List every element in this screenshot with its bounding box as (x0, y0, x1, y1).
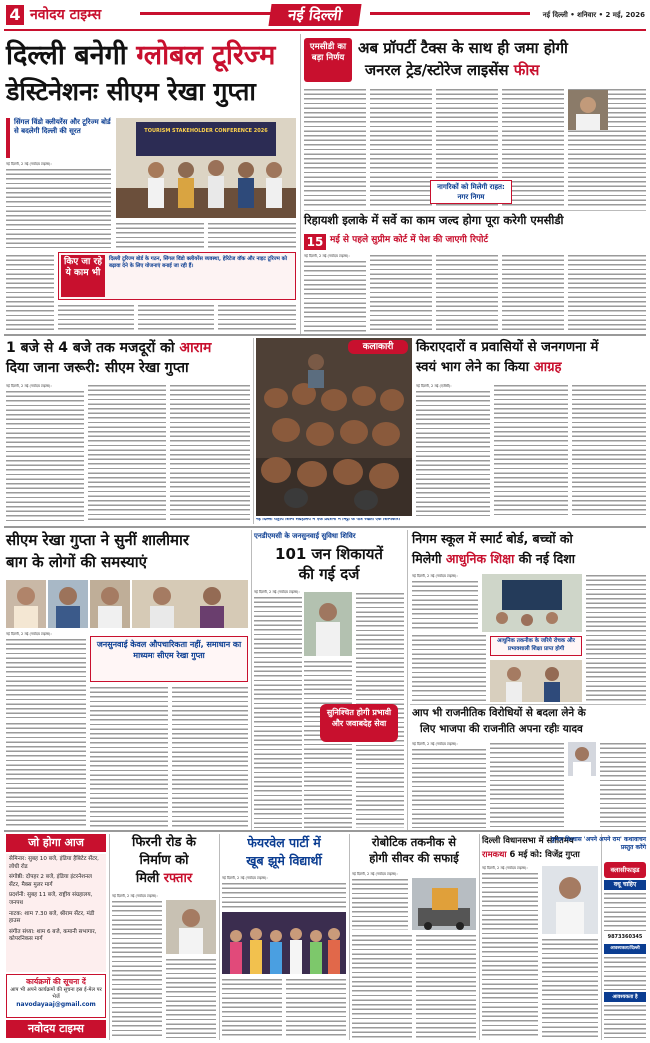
event-item: प्रदर्शनी: सुबह 11 बजे, राष्ट्रीय संग्रहालय, जनपथ (9, 892, 93, 906)
yadav-headline-2: लिए भाजपा की राजनीति अपना रहीः यादव (420, 723, 583, 735)
firni-photo (166, 900, 216, 954)
events-title: जो होगा आज (28, 836, 84, 849)
survey-dateline: नई दिल्ली, 2 मई (नवोदय टाइम्स): (304, 254, 350, 258)
ndmc-headline-1: 101 जन शिकायतें (275, 545, 383, 563)
column-divider-labour (253, 338, 254, 524)
ramkatha-dateline: नई दिल्ली, 2 मई (नवोदय टाइम्स): (482, 866, 528, 870)
side-box (58, 252, 296, 300)
event-item: सेमिनार: सुबह 10 बजे, इंडिया हैबिटेट सेंटर, लोधी रोड (9, 856, 99, 870)
smart-board-photo (482, 574, 582, 632)
smart-plain-b: की नई दिशा (518, 551, 575, 566)
classified-phone[interactable]: 9873360345 (607, 934, 643, 940)
column-divider-firni (219, 834, 220, 1040)
farewell-body-top (222, 882, 346, 908)
event-item: संगोष्ठी: दोपहर 2 बजे, इंडिया इंटरनेशनल सेंटर, मैक्स मुलर मार्ग (9, 874, 92, 888)
property-tax-col1 (304, 88, 366, 206)
smart-board-headline-1: निगम स्कूल में स्मार्ट बोर्ड, बच्चों को (412, 531, 573, 546)
property-tax-headline-1: अब प्रॉपर्टी टैक्स के साथ ही जमा होगी (358, 39, 568, 57)
event-item: नाटक: शाम 7.30 बजे, श्रीराम सेंटर, मंडी हाउस (9, 910, 95, 925)
ramkatha-col1 (482, 872, 538, 1038)
top-story-body-bottom2 (58, 304, 134, 330)
yadav-col3 (600, 742, 646, 828)
headline-highlight: ग्लोबल टूरिज्म (136, 40, 276, 71)
ramkatha-plain: 6 मई को: विजेंद्र गुप्ता (509, 849, 580, 859)
firni-headline-1: फिरनी रोड के (132, 835, 196, 850)
column-divider-events (109, 834, 110, 1040)
firni-highlight: रफ्तार (163, 871, 193, 886)
labour-plain: 1 बजे से 4 बजे तक मजदूरों को (6, 340, 175, 356)
paper-name-logo: नवोदय टाइम्स (30, 7, 102, 23)
smart-board-caption: आधुनिक तकनीक के जरिये रोचक और प्रभावशाली शिक्षा प्राप्त होगी (490, 636, 582, 656)
survey-number-badge: 15 (304, 234, 326, 250)
yadav-headline-1: आप भी राजनीतिक विरोधियों से बदला लेने के (412, 707, 586, 719)
header-rule (140, 12, 280, 15)
survey-col2 (370, 254, 432, 332)
shalimar-quote-box (90, 636, 248, 682)
yadav-photo (568, 742, 596, 776)
tenants-headline-1: किराएदारों व प्रवासियों से जनगणना में (416, 340, 599, 355)
column-divider-farewell (349, 834, 350, 1040)
tenants-plain: स्वयं भाग लेने का किया (416, 360, 529, 375)
property-tax-headline-2 (365, 62, 645, 79)
ndmc-callout: सुनिश्चित होगी प्रभावी और जवाबदेह सेवा (320, 704, 398, 742)
events-header (6, 834, 106, 852)
top-story-body-bottom4 (218, 304, 296, 330)
robotics-dateline: नई दिल्ली, 2 मई (नवोदय टाइम्स): (352, 872, 398, 876)
smart-board-photo-2 (490, 660, 582, 702)
firni-dateline: नई दिल्ली, 2 मई (नवोदय टाइम्स): (112, 894, 158, 898)
smart-col1b (412, 634, 486, 702)
top-story-body (6, 168, 111, 248)
ndmc-dateline: नई दिल्ली, 2 मई (नवोदय टाइम्स): (254, 590, 300, 594)
top-story-body-col3 (208, 222, 296, 250)
farewell-headline-1: फेयरवेल पार्टी में (247, 835, 321, 850)
events-list (6, 854, 106, 972)
ptax-highlight: फीस (513, 61, 540, 79)
robotics-headline-2: होगी सीवर की सफाई (369, 851, 459, 865)
divider-smart-yadav (410, 704, 646, 705)
classifieds-promo: कुमार विश्वास 'अपने अपने राम' कथावाचन प्रस्तुत करेंगे (551, 836, 646, 851)
classified-ad-3 (604, 1004, 646, 1038)
headline-plain: दिल्ली बनेगी (6, 40, 137, 71)
divider-row3 (4, 830, 646, 832)
shalimar-col2 (90, 686, 168, 828)
top-story-body-bottom1 (6, 254, 54, 330)
date-line: नई दिल्ली • शनिवार • 2 मई, 2026 (542, 11, 645, 19)
masthead-divider (4, 29, 646, 31)
smart-col3 (586, 574, 646, 702)
firni-col1 (112, 900, 162, 1038)
smart-plain-a: मिलेगी (412, 551, 442, 566)
smart-highlight: आधुनिक शिक्षा (445, 551, 515, 566)
column-divider-ramkatha (601, 834, 602, 1040)
property-tax-callout: नागरिकों को मिलेगी राहत: नगर निगम (430, 180, 512, 204)
tenants-col3 (572, 384, 646, 516)
firni-plain: मिली (135, 871, 160, 886)
classifieds-sub-3: आवश्यकता है (604, 992, 646, 1002)
ptax-headline-2-plain: जनरल ट्रेड/स्टोरेज लाइसेंस (365, 61, 514, 79)
classifieds-sub: वधू चाहिए (604, 880, 646, 890)
tenants-highlight: आग्रह (533, 360, 562, 375)
classifieds-header: क्लासीफाइड (604, 862, 646, 878)
yadav-dateline: नई दिल्ली, 2 मई (नवोदय टाइम्स): (412, 742, 458, 746)
ndmc-photo (304, 592, 352, 656)
yadav-col2 (490, 742, 564, 828)
shalimar-headline-1: सीएम रेखा गुप्ता ने सुनीं शालीमार (6, 531, 189, 549)
property-tax-col2 (370, 88, 432, 206)
survey-col4 (502, 254, 564, 332)
smart-col1 (412, 580, 478, 630)
tenants-col1 (416, 390, 490, 516)
robotics-body-top (352, 878, 408, 930)
labour-highlight: आराम (179, 340, 212, 356)
farewell-col1 (222, 978, 282, 1038)
top-story-headline-line1 (6, 40, 296, 71)
column-divider-shalimar (251, 530, 252, 830)
top-story-dateline: नई दिल्ली, 2 मई (नवोदय टाइम्स): (6, 162, 52, 166)
notice-text: आप भी अपने कार्यक्रमों की सूचना इस ई-मेल पर भेजें (10, 987, 102, 1000)
events-notice (6, 974, 106, 1018)
shalimar-photo-1 (6, 580, 46, 628)
shalimar-col3 (172, 686, 248, 828)
divider-row1 (4, 334, 646, 336)
labour-headline-1 (6, 340, 250, 356)
labour-col2 (88, 384, 166, 522)
labour-col1 (6, 390, 84, 522)
edition-section-tab: नई दिल्ली (268, 4, 361, 26)
robotics-col1 (352, 934, 412, 1038)
classified-ad-2 (604, 956, 646, 990)
smart-board-dateline: नई दिल्ली, 2 मई (नवोदय टाइम्स): (412, 574, 458, 578)
survey-col1 (304, 260, 366, 332)
tourism-conference-photo (116, 118, 296, 218)
ramkatha-headline-1: दिल्ली विधानसभा में संगीतमय (482, 835, 574, 845)
robotics-headline-1: रोबोटिक तकनीक से (371, 835, 457, 849)
masthead (0, 0, 650, 30)
farewell-photo (222, 912, 346, 974)
labour-dateline: नई दिल्ली, 2 मई (नवोदय टाइम्स): (6, 384, 52, 388)
shalimar-photo-2 (48, 580, 88, 628)
property-tax-tag: एमसीडी का बड़ा निर्णय (304, 38, 352, 82)
shalimar-col1b (6, 722, 86, 828)
column-divider-top (300, 34, 301, 334)
shalimar-photo-4 (132, 580, 248, 628)
firni-headline-3 (112, 872, 216, 887)
ndmc-col2 (304, 660, 352, 828)
footer-logo: नवोदय टाइम्स (6, 1020, 106, 1038)
page-number: 4 (6, 5, 24, 25)
column-divider-ndmc (407, 530, 408, 830)
classified-ad-1 (604, 892, 646, 932)
classifieds-sub-2: आवश्यकता/दिल्ली (604, 944, 646, 954)
conference-banner-text: TOURISM STAKEHOLDER CONFERENCE 2026 (144, 128, 268, 134)
column-divider-robotics (479, 834, 480, 1040)
ndmc-headline-2: की गई दर्ज (298, 565, 360, 583)
tenants-col2 (494, 384, 568, 516)
farewell-dateline: नई दिल्ली, 2 मई (नवोदय टाइम्स): (222, 876, 268, 880)
ramkatha-col2 (542, 938, 598, 1038)
notice-title: कार्यक्रमों की सूचना दें (26, 977, 86, 986)
ramkatha-highlight: रामकथा (482, 849, 507, 859)
shalimar-col1 (6, 638, 86, 718)
pottery-photo (256, 338, 412, 516)
labour-col3 (170, 384, 250, 522)
pottery-caption: नई दिल्ली राष्ट्रीय शिल्प संग्रहालय में एक प्रदर्शनी में मिट्टी के पात्र रखता एक शिल्पकार। (256, 518, 401, 522)
top-story-body-col2 (116, 222, 204, 250)
side-box-text: दिल्ली टूरिज्म बोर्ड के गठन, सिंगल विंडो क्लीयरेंस व्यवस्था, हेरिटेज वॉक और नाइट टूरिज्म को बढ़ावा देने के लिए योजनाएं बनाई जा रही हैं। (109, 256, 287, 269)
top-story-bullet (6, 118, 111, 158)
tenants-dateline: नई दिल्ली, 2 मई (एजेंसी): (416, 384, 452, 388)
shalimar-dateline: नई दिल्ली, 2 मई (नवोदय टाइम्स): (6, 632, 52, 636)
farewell-col2 (286, 978, 346, 1038)
firni-col2 (166, 958, 216, 1038)
shalimar-headline-2: बाग के लोगों की समस्याएं (6, 553, 147, 571)
survey-headline: रिहायशी इलाके में सर्वे का काम जल्द होगा पूरा करेगी एमसीडी (304, 213, 564, 227)
labour-headline-2: दिया जाना जरूरी: सीएम रेखा गुप्ता (6, 360, 189, 376)
robotics-photo (412, 878, 476, 930)
ramkatha-photo (542, 866, 598, 934)
side-box-label: किए जा रहे ये काम भी (61, 255, 105, 297)
survey-col3 (436, 254, 498, 332)
yadav-col1 (412, 748, 486, 828)
survey-col5 (568, 254, 646, 332)
firni-headline-2: निर्माण को (139, 853, 189, 868)
survey-subhead: मई से पहले सुप्रीम कोर्ट में पेश की जाएगी रिपोर्ट (330, 235, 489, 245)
pottery-tag: कलाकारी (348, 340, 408, 354)
robotics-col2 (416, 934, 476, 1038)
divider-property-survey (304, 210, 646, 211)
shalimar-quote: जनसुनवाई केवल औपचारिकता नहीं, समाधान का माध्यमः सीएम रेखा गुप्ता (96, 640, 242, 660)
farewell-headline-2: खूब झूमे विद्यार्थी (246, 853, 322, 868)
smart-board-headline-2 (412, 552, 648, 566)
shalimar-photo-3 (90, 580, 130, 628)
property-tax-photo (568, 90, 608, 130)
header-rule-right (370, 12, 530, 15)
tenants-headline-2 (416, 360, 648, 375)
ndmc-kicker: एनडीएमसी के जनसुनवाई सुविधा शिविर (254, 532, 356, 540)
notice-email[interactable]: navodayaaj@gmail.com (16, 1001, 96, 1008)
top-story-headline-line2: डेस्टिनेशनः सीएम रेखा गुप्ता (6, 77, 256, 106)
event-item: संगीत संध्या: शाम 6 बजे, कमानी सभागार, कोपरनिकस मार्ग (9, 928, 97, 943)
top-story-body-bottom3 (138, 304, 214, 330)
divider-row2 (4, 526, 646, 528)
ndmc-col1 (254, 596, 302, 828)
bullet-text: सिंगल विंडो क्लीयरेंस और टूरिज्म बोर्ड से बदलेगी दिल्ली की सूरत (14, 118, 111, 135)
